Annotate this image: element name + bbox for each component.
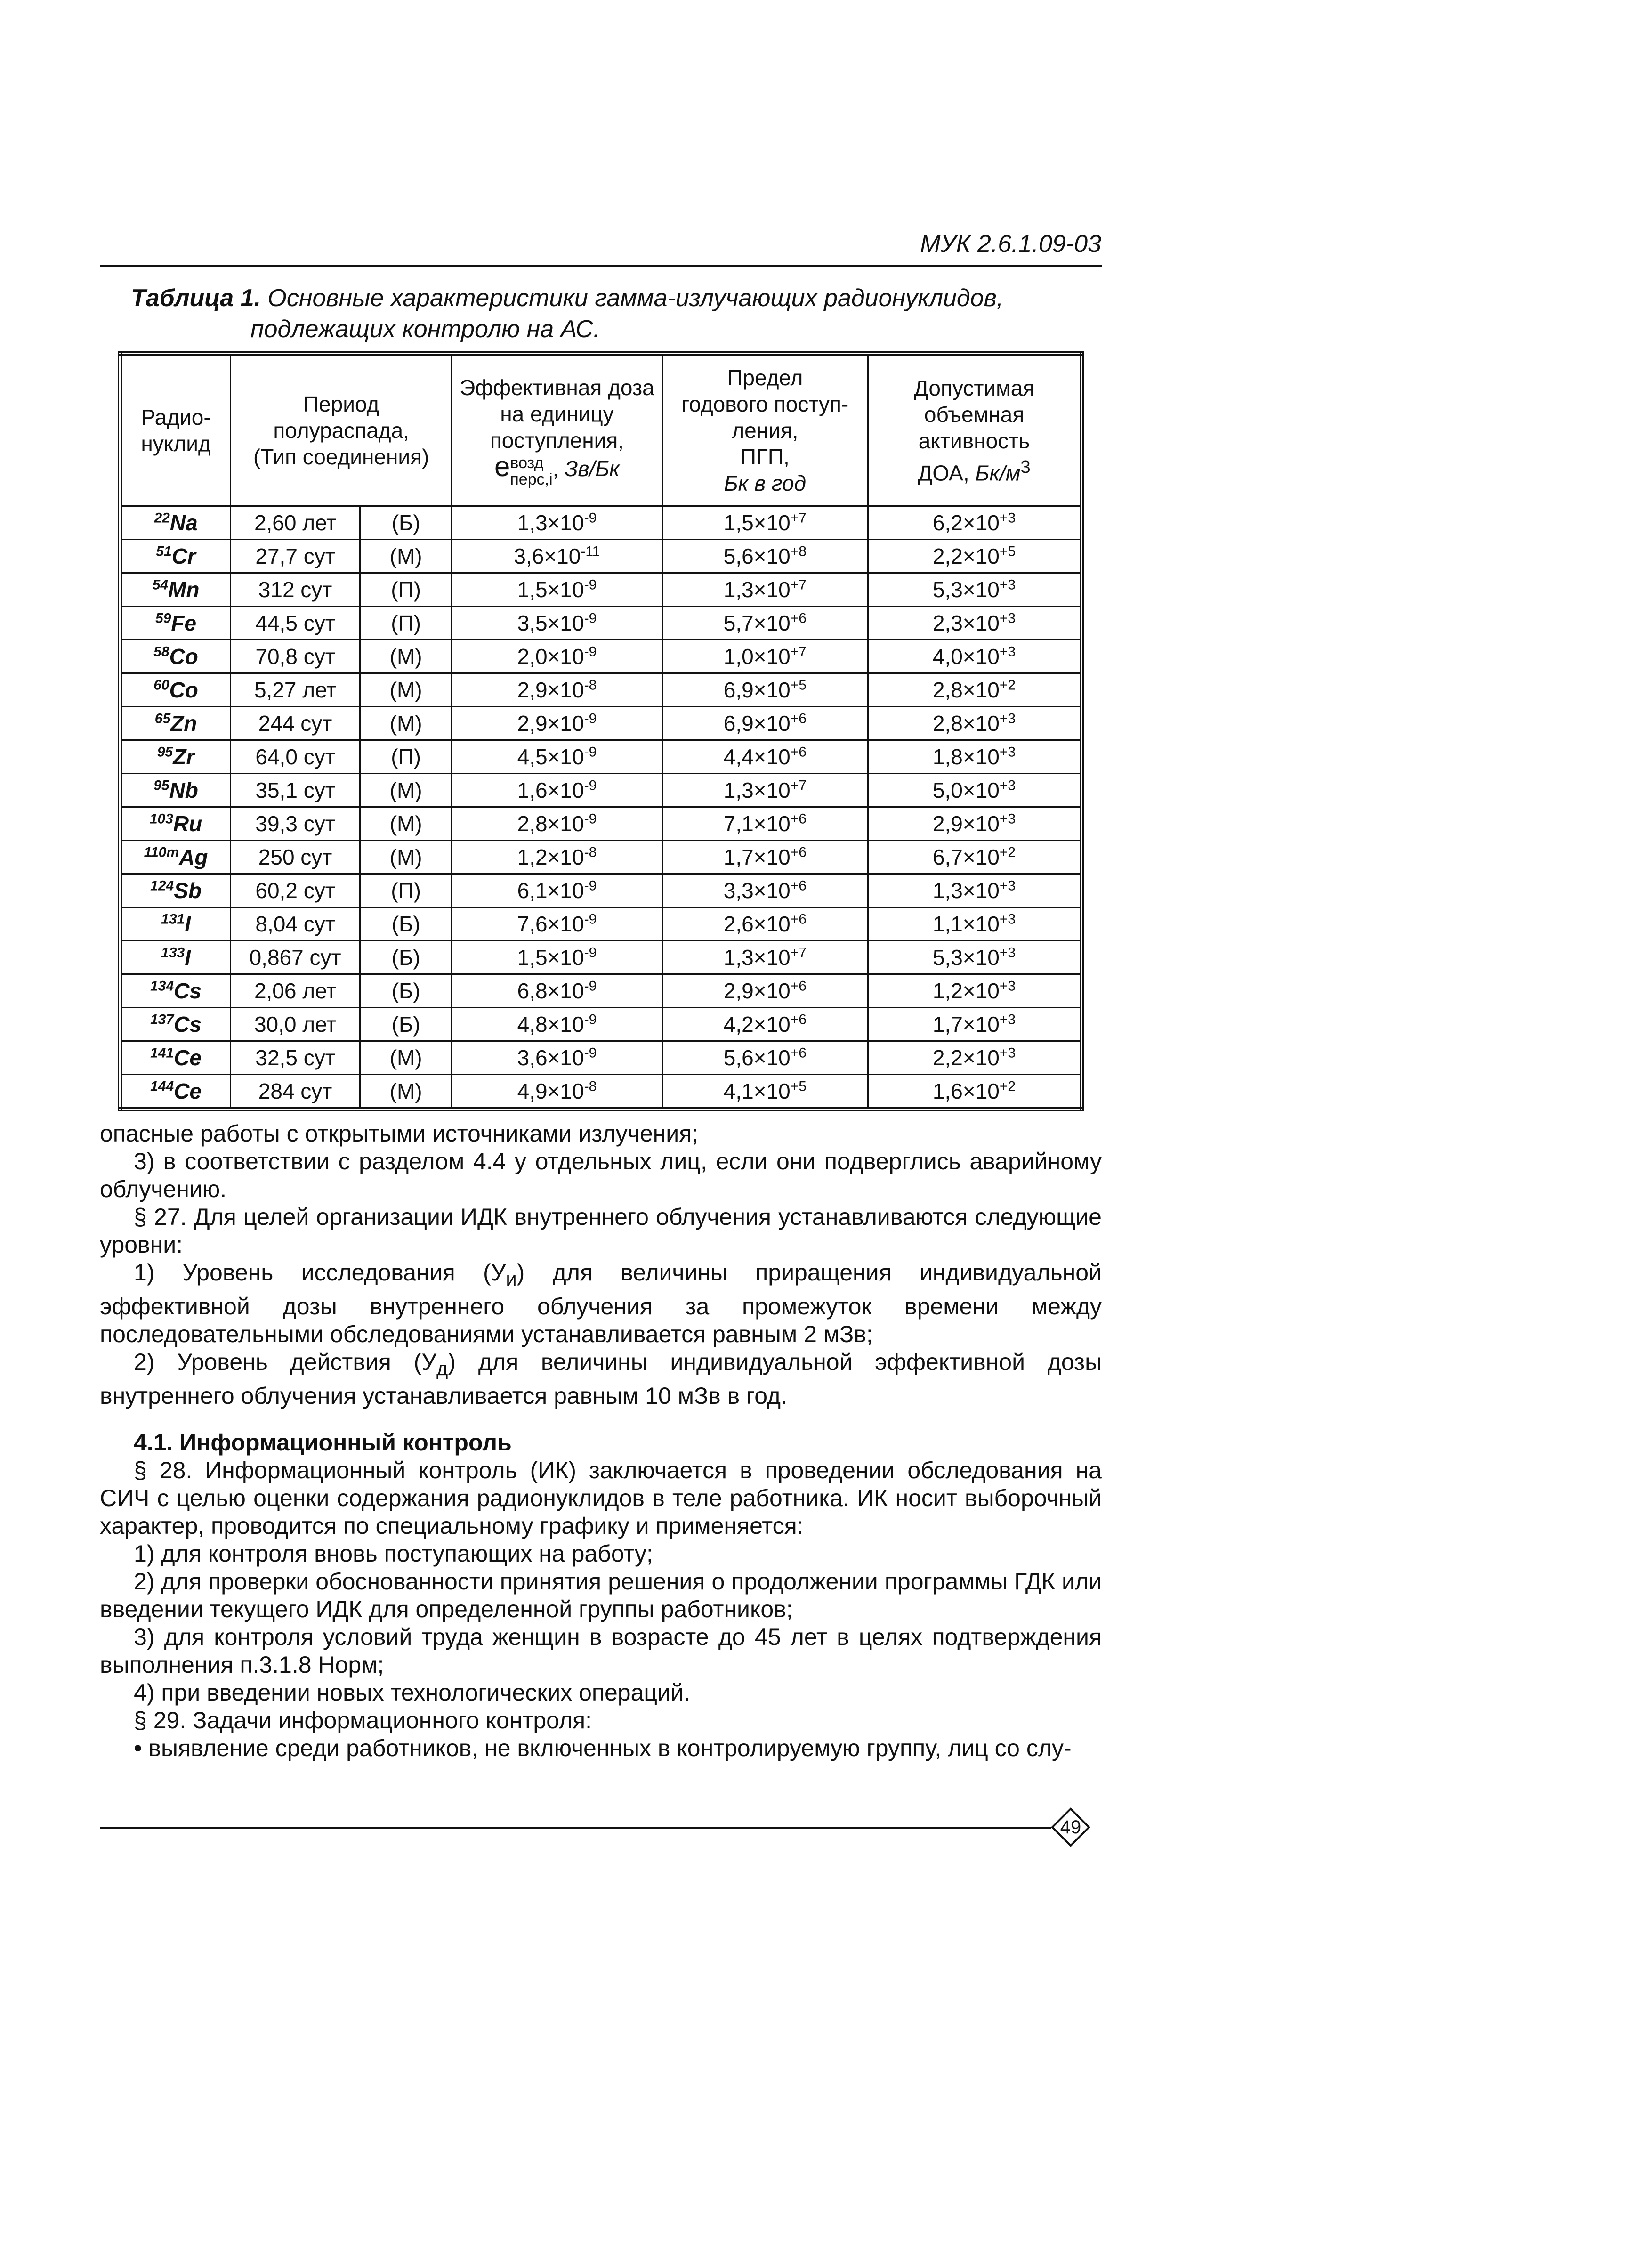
cell-effective-dose: $6,8\times 10^{-9}$	[452, 974, 662, 1008]
cell-permissible-activity: $6,2\times 10^{+3}$	[868, 506, 1082, 540]
cell-annual-intake-limit: $2,6\times 10^{+6}$	[662, 907, 868, 941]
cell-permissible-activity: $6,7\times 10^{+2}$	[868, 841, 1082, 874]
cell-permissible-activity: $1,7\times 10^{+3}$	[868, 1008, 1082, 1041]
paragraph: 4) при введении новых технологических операций.	[134, 1679, 690, 1706]
cell-effective-dose: $1,5\times 10^{-9}$	[452, 941, 662, 974]
cell-permissible-activity: $5,3\times 10^{+3}$	[868, 573, 1082, 607]
header-rule	[100, 265, 1102, 267]
table-row	[120, 540, 1082, 573]
cell-permissible-activity: $2,2\times 10^{+3}$	[868, 1041, 1082, 1075]
cell-effective-dose: $1,6\times 10^{-9}$	[452, 774, 662, 807]
table-caption-line2: подлежащих контролю на АС.	[250, 316, 600, 343]
cell-compound-type: (Б)	[360, 941, 452, 974]
cell-half-life: 32,5 сут	[231, 1041, 360, 1075]
cell-annual-intake-limit: $3,3\times 10^{+6}$	[662, 874, 868, 907]
cell-half-life: 250 сут	[231, 841, 360, 874]
table-caption	[131, 283, 1073, 345]
cell-radionuclide: $^{95}$Zr	[120, 740, 231, 774]
paragraph: • выявление среди работников, не включенных в контролируемую группу, лиц со слу-	[134, 1735, 1072, 1761]
cell-annual-intake-limit: $5,7\times 10^{+6}$	[662, 607, 868, 640]
cell-radionuclide: $^{133}$I	[120, 941, 231, 974]
cell-compound-type: (М)	[360, 707, 452, 740]
cell-radionuclide: $^{59}$Fe	[120, 607, 231, 640]
table-caption-label: Таблица 1.	[131, 284, 261, 312]
table-row	[120, 974, 1082, 1008]
cell-permissible-activity: $2,3\times 10^{+3}$	[868, 607, 1082, 640]
cell-radionuclide: $^{58}$Co	[120, 640, 231, 673]
cell-compound-type: (М)	[360, 841, 452, 874]
cell-compound-type: (П)	[360, 740, 452, 774]
cell-radionuclide: $^{60}$Co	[120, 673, 231, 707]
cell-compound-type: (Б)	[360, 506, 452, 540]
paragraph: 3) для контроля условий труда женщин в возрасте до 45 лет в целях подтверждения выполнения п.3.1.8 Норм;	[100, 1624, 1102, 1678]
cell-half-life: 27,7 сут	[231, 540, 360, 573]
cell-permissible-activity: $1,2\times 10^{+3}$	[868, 974, 1082, 1008]
cell-effective-dose: $4,5\times 10^{-9}$	[452, 740, 662, 774]
cell-permissible-activity: $2,2\times 10^{+5}$	[868, 540, 1082, 573]
cell-annual-intake-limit: $4,2\times 10^{+6}$	[662, 1008, 868, 1041]
paragraph: 3) в соответствии с разделом 4.4 у отдельных лиц, если они подверглись аварийному облучению.	[100, 1148, 1102, 1202]
cell-effective-dose: $1,3\times 10^{-9}$	[452, 506, 662, 540]
cell-compound-type: (П)	[360, 874, 452, 907]
cell-compound-type: (М)	[360, 640, 452, 673]
table-row	[120, 941, 1082, 974]
cell-radionuclide: $^{124}$Sb	[120, 874, 231, 907]
cell-radionuclide: $^{54}$Mn	[120, 573, 231, 607]
cell-effective-dose: $1,2\times 10^{-8}$	[452, 841, 662, 874]
header-effective-dose: Эффективная доза на единицу поступления, eвозд перс,i, Зв/Бк	[452, 354, 662, 506]
table-row	[120, 907, 1082, 941]
table-row	[120, 841, 1082, 874]
cell-compound-type: (Б)	[360, 907, 452, 941]
cell-radionuclide: $^{51}$Cr	[120, 540, 231, 573]
body-text	[100, 1120, 1102, 1762]
table-row	[120, 673, 1082, 707]
cell-annual-intake-limit: $5,6\times 10^{+8}$	[662, 540, 868, 573]
cell-radionuclide: $^{141}$Ce	[120, 1041, 231, 1075]
cell-half-life: 30,0 лет	[231, 1008, 360, 1041]
cell-half-life: 2,06 лет	[231, 974, 360, 1008]
cell-radionuclide: $^{110m}$Ag	[120, 841, 231, 874]
table-row	[120, 573, 1082, 607]
cell-radionuclide: $^{65}$Zn	[120, 707, 231, 740]
cell-permissible-activity: $4,0\times 10^{+3}$	[868, 640, 1082, 673]
cell-half-life: 64,0 сут	[231, 740, 360, 774]
cell-annual-intake-limit: $5,6\times 10^{+6}$	[662, 1041, 868, 1075]
cell-compound-type: (М)	[360, 540, 452, 573]
paragraph: 2) Уровень действия $(У_д)$ для величины индивидуальной эффективной дозы внутреннего облучения устанавливается равным 10 мЗв в год.	[100, 1349, 1102, 1409]
table-row	[120, 506, 1082, 540]
table-row	[120, 740, 1082, 774]
table-row	[120, 707, 1082, 740]
cell-annual-intake-limit: $6,9\times 10^{+6}$	[662, 707, 868, 740]
header-permissible-activity: Допустимая объемная активность ДОА, $Бк/м^3$	[868, 354, 1082, 506]
cell-effective-dose: $2,0\times 10^{-9}$	[452, 640, 662, 673]
table-row	[120, 1008, 1082, 1041]
cell-half-life: 2,60 лет	[231, 506, 360, 540]
cell-half-life: 244 сут	[231, 707, 360, 740]
cell-half-life: 284 сут	[231, 1075, 360, 1110]
cell-effective-dose: $4,8\times 10^{-9}$	[452, 1008, 662, 1041]
cell-compound-type: (М)	[360, 1075, 452, 1110]
cell-annual-intake-limit: $4,4\times 10^{+6}$	[662, 740, 868, 774]
cell-compound-type: (П)	[360, 573, 452, 607]
table-row	[120, 1041, 1082, 1075]
cell-effective-dose: $3,6\times 10^{-11}$	[452, 540, 662, 573]
table-row	[120, 640, 1082, 673]
header-half-life: Период полураспада, (Тип соединения)	[231, 354, 452, 506]
cell-effective-dose: $1,5\times 10^{-9}$	[452, 573, 662, 607]
cell-compound-type: (Б)	[360, 974, 452, 1008]
cell-compound-type: (М)	[360, 1041, 452, 1075]
cell-permissible-activity: $2,8\times 10^{+3}$	[868, 707, 1082, 740]
cell-annual-intake-limit: $1,3\times 10^{+7}$	[662, 941, 868, 974]
cell-permissible-activity: $1,6\times 10^{+2}$	[868, 1075, 1082, 1110]
cell-half-life: 39,3 сут	[231, 807, 360, 841]
cell-annual-intake-limit: $4,1\times 10^{+5}$	[662, 1075, 868, 1110]
cell-compound-type: (П)	[360, 607, 452, 640]
cell-half-life: 0,867 сут	[231, 941, 360, 974]
table-row	[120, 807, 1082, 841]
paragraph: § 29. Задачи информационного контроля:	[134, 1707, 592, 1733]
cell-permissible-activity: $1,8\times 10^{+3}$	[868, 740, 1082, 774]
cell-half-life: 312 сут	[231, 573, 360, 607]
cell-effective-dose: $6,1\times 10^{-9}$	[452, 874, 662, 907]
cell-half-life: 8,04 сут	[231, 907, 360, 941]
cell-annual-intake-limit: $7,1\times 10^{+6}$	[662, 807, 868, 841]
cell-permissible-activity: $2,8\times 10^{+2}$	[868, 673, 1082, 707]
header-annual-intake-limit: Предел годового поступ- ления, ПГП, Бк в год	[662, 354, 868, 506]
paragraph: 1) Уровень исследования $(У_и)$ для величины приращения индивидуальной эффективной дозы внутреннего облучения за промежуток времени между последовательными обследованиями устанавливается равным 2 мЗв;	[100, 1259, 1102, 1347]
cell-annual-intake-limit: $2,9\times 10^{+6}$	[662, 974, 868, 1008]
cell-annual-intake-limit: $6,9\times 10^{+5}$	[662, 673, 868, 707]
cell-compound-type: (Б)	[360, 1008, 452, 1041]
cell-permissible-activity: $1,3\times 10^{+3}$	[868, 874, 1082, 907]
table-row	[120, 1075, 1082, 1110]
cell-half-life: 35,1 сут	[231, 774, 360, 807]
paragraph: опасные работы с открытыми источниками излучения;	[100, 1120, 699, 1147]
table-row	[120, 874, 1082, 907]
table-row	[120, 774, 1082, 807]
document-code: МУК 2.6.1.09-03	[920, 230, 1101, 258]
cell-effective-dose: $3,5\times 10^{-9}$	[452, 607, 662, 640]
cell-effective-dose: $2,8\times 10^{-9}$	[452, 807, 662, 841]
cell-radionuclide: $^{22}$Na	[120, 506, 231, 540]
cell-effective-dose: $2,9\times 10^{-8}$	[452, 673, 662, 707]
footer-rule	[100, 1827, 1051, 1829]
header-radionuclide: Радио- нуклид	[120, 354, 231, 506]
cell-compound-type: (М)	[360, 673, 452, 707]
cell-radionuclide: $^{131}$I	[120, 907, 231, 941]
table-body	[120, 506, 1082, 1110]
paragraph: 1) для контроля вновь поступающих на работу;	[134, 1540, 653, 1567]
cell-half-life: 70,8 сут	[231, 640, 360, 673]
cell-permissible-activity: $5,3\times 10^{+3}$	[868, 941, 1082, 974]
cell-half-life: 60,2 сут	[231, 874, 360, 907]
cell-effective-dose: $2,9\times 10^{-9}$	[452, 707, 662, 740]
cell-effective-dose: $7,6\times 10^{-9}$	[452, 907, 662, 941]
table-caption-line1: Основные характеристики гамма-излучающих радионуклидов,	[260, 284, 1004, 312]
cell-permissible-activity: $1,1\times 10^{+3}$	[868, 907, 1082, 941]
cell-radionuclide: $^{144}$Ce	[120, 1075, 231, 1110]
page-number: 49	[1060, 1817, 1081, 1838]
paragraph: § 28. Информационный контроль (ИК) заключается в проведении обследования на СИЧ с целью оценки содержания радионуклидов в теле работника. ИК носит выборочный характер, проводится по специальному графику и применяется:	[100, 1457, 1102, 1539]
cell-permissible-activity: $2,9\times 10^{+3}$	[868, 807, 1082, 841]
cell-compound-type: (М)	[360, 774, 452, 807]
cell-annual-intake-limit: $1,7\times 10^{+6}$	[662, 841, 868, 874]
table-row	[120, 607, 1082, 640]
radionuclide-table	[118, 351, 1084, 1111]
table-header-row	[120, 354, 1082, 506]
cell-radionuclide: $^{103}$Ru	[120, 807, 231, 841]
cell-half-life: 44,5 сут	[231, 607, 360, 640]
cell-annual-intake-limit: $1,0\times 10^{+7}$	[662, 640, 868, 673]
cell-annual-intake-limit: $1,3\times 10^{+7}$	[662, 573, 868, 607]
cell-annual-intake-limit: $1,5\times 10^{+7}$	[662, 506, 868, 540]
cell-effective-dose: $4,9\times 10^{-8}$	[452, 1075, 662, 1110]
cell-radionuclide: $^{134}$Cs	[120, 974, 231, 1008]
cell-compound-type: (М)	[360, 807, 452, 841]
cell-permissible-activity: $5,0\times 10^{+3}$	[868, 774, 1082, 807]
section-heading: 4.1. Информационный контроль	[134, 1429, 512, 1456]
cell-radionuclide: $^{137}$Cs	[120, 1008, 231, 1041]
paragraph: § 27. Для целей организации ИДК внутреннего облучения устанавливаются следующие уровни:	[100, 1204, 1102, 1258]
paragraph: 2) для проверки обоснованности принятия решения о продолжении программы ГДК или введении текущего ИДК для определенной группы работников;	[100, 1568, 1102, 1622]
cell-annual-intake-limit: $1,3\times 10^{+7}$	[662, 774, 868, 807]
cell-half-life: 5,27 лет	[231, 673, 360, 707]
cell-effective-dose: $3,6\times 10^{-9}$	[452, 1041, 662, 1075]
cell-radionuclide: $^{95}$Nb	[120, 774, 231, 807]
